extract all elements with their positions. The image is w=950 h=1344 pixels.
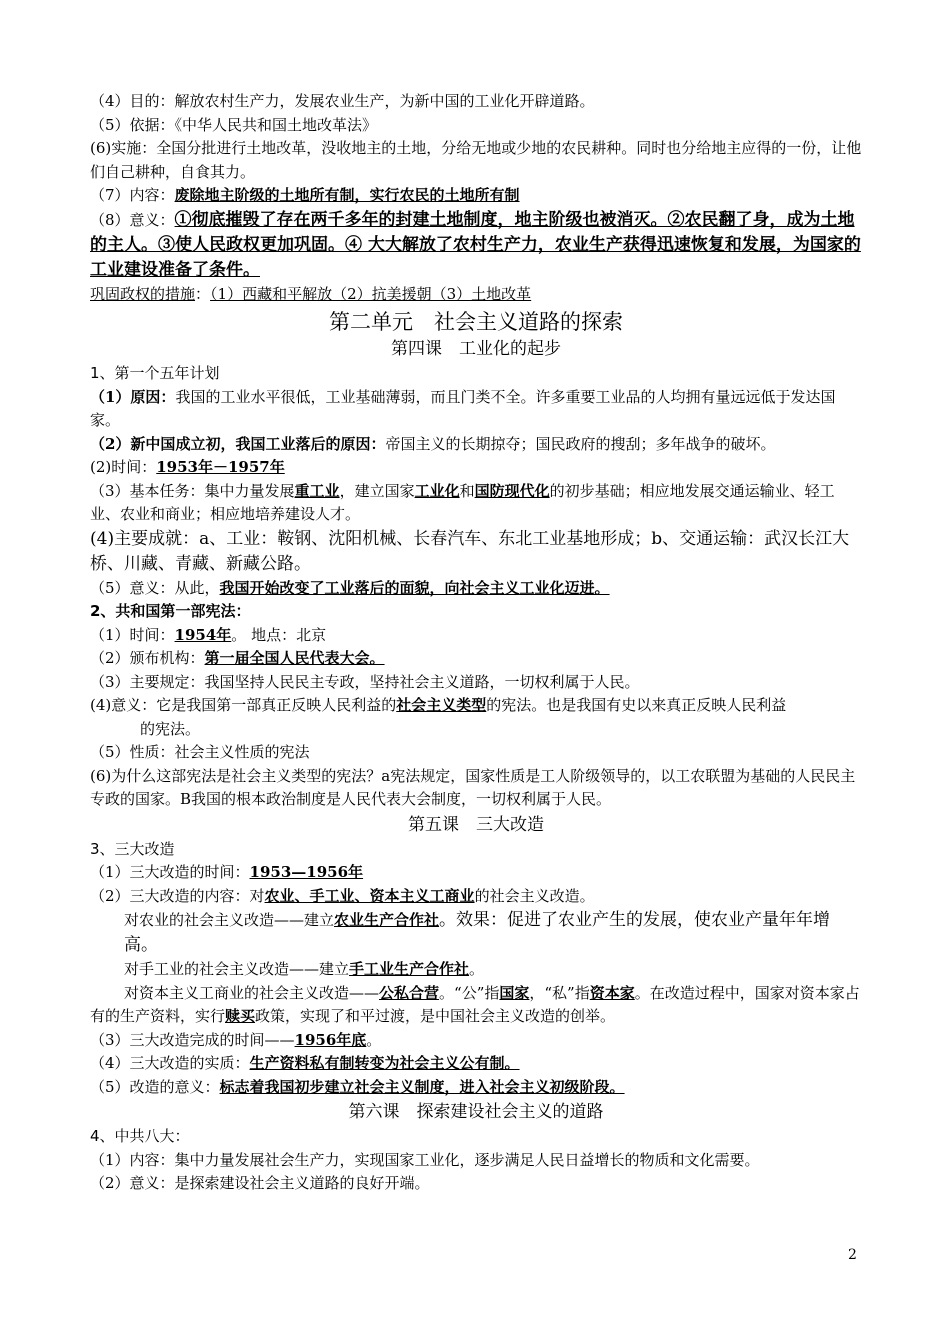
text: 对农业的社会主义改造——建立 <box>124 911 335 929</box>
label: （2）颁布机构： <box>90 649 205 667</box>
constitution-meaning-cont: 的宪法。 <box>140 719 201 738</box>
land-reform-meaning <box>90 208 862 283</box>
section1-heading: 1、第一个五年计划 <box>90 364 220 382</box>
emphasis: 我国开始改变了工业落后的面貌，向社会主义工业化迈进。 <box>219 578 610 597</box>
plan-achievements: (4)主要成就：a、工业：鞍钢、沈阳机械、长春汽车、东北工业基地形成；b、交通运输：武汉长江大桥、川藏、青藏、新藏公路。 <box>90 528 850 574</box>
emphasis: ①彻底摧毁了存在两千多年的封建土地制度，地主阶级也被消灭。②农民翻了身，成为土地的主人。③使人民政权更加巩固。④ 大大解放了农村生产力，农业生产获得迅速恢复和发展，为国家的工业建设准备了条件。 <box>90 209 861 280</box>
agri-transform <box>90 908 862 958</box>
text: (4)意义：它是我国第一部真正反映人民利益的 <box>90 696 397 714</box>
emphasis: 农业生产合作社 <box>334 911 440 929</box>
emphasis: 生产资料私有制转变为社会主义公有制。 <box>249 1054 520 1072</box>
section2-heading: 2、共和国第一部宪法： <box>90 602 251 620</box>
emphasis: 重工业 <box>294 481 340 500</box>
emphasis: 废除地主阶级的土地所有制，实行农民的土地所有制 <box>174 186 520 204</box>
congress-meaning: （2）意义：是探索建设社会主义道路的良好开端。 <box>90 1174 430 1192</box>
label: (2)时间： <box>90 458 157 476</box>
constitution-time <box>90 624 862 648</box>
text: 的社会主义改造。 <box>474 886 595 905</box>
land-reform-purpose: （4）目的：解放农村生产力，发展农业生产，为新中国的工业化开辟道路。 <box>90 92 595 110</box>
transform-essence <box>90 1052 862 1076</box>
text: 对手工业的社会主义改造——建立 <box>124 960 350 978</box>
emphasis: 农业、手工业、资本主义工商业 <box>264 886 475 905</box>
land-reform-content <box>90 184 862 208</box>
capital-transform <box>90 982 862 1029</box>
label: （4）三大改造的实质： <box>90 1054 250 1072</box>
consolidate-measures <box>90 283 862 307</box>
plan-reason <box>90 386 862 433</box>
constitution-why: (6)为什么这部宪法是社会主义类型的宪法？a宪法规定，国家性质是工人阶级领导的，以工农联盟为基础的人民民主专政的国家。B我国的根本政治制度是人民代表大会制度，一切权利属于人民。 <box>90 766 856 808</box>
emphasis: 赎买 <box>225 1007 256 1025</box>
transform-time <box>90 861 862 885</box>
emphasis: 1953—1956年 <box>249 863 364 881</box>
label: （3）三大改造完成的时间—— <box>90 1030 295 1049</box>
label: （2）新中国成立初，我国工业落后的原因： <box>90 434 386 453</box>
plan-meaning <box>90 577 862 601</box>
section3-heading: 3、三大改造 <box>90 839 175 858</box>
text: 的初步基础；相应地发展交通运输业、轻工业、农业和商业；相应地培养建设人才。 <box>90 481 835 523</box>
text: 和 <box>459 481 475 500</box>
emphasis: 1954年 <box>174 625 232 644</box>
text: 的宪法。也是我国有史以来真正反映人民利益 <box>486 696 787 714</box>
label: 巩固政权的措施 <box>90 284 196 303</box>
unit-title: 第二单元 社会主义道路的探索 <box>329 310 623 334</box>
lesson4-title: 第四课 工业化的起步 <box>391 339 561 359</box>
text: 我国的工业水平很低，工业基础薄弱，而且门类不全。许多重要工业品的人均拥有量远远低于发达国家。 <box>90 387 836 429</box>
text: 政策，实现了和平过渡，是中国社会主义改造的创举。 <box>255 1007 616 1025</box>
emphasis: 第一届全国人民代表大会。 <box>204 649 385 667</box>
text: 。 <box>366 1030 382 1049</box>
constitution-meaning <box>90 694 862 718</box>
emphasis: 标志着我国初步建立社会主义制度，进入社会主义初级阶段。 <box>219 1077 625 1096</box>
text: （3）基本任务：集中力量发展 <box>90 481 295 500</box>
lesson5-title: 第五课 三大改造 <box>408 814 544 835</box>
constitution-nature: （5）性质：社会主义性质的宪法 <box>90 743 310 761</box>
lesson6-title: 第六课 探索建设社会主义的道路 <box>348 1102 604 1122</box>
text: ，建立国家 <box>339 481 415 500</box>
label: （7）内容： <box>90 186 175 204</box>
emphasis: 手工业生产合作社 <box>349 960 470 978</box>
transform-meaning <box>90 1076 862 1100</box>
label: （8）意义： <box>90 210 175 229</box>
text: 。效果：促进了农业产生的发展，使农业产量年年增高。 <box>124 910 831 955</box>
text: 。“公”指 <box>439 983 500 1002</box>
label: （1）原因： <box>90 387 176 406</box>
plan-time <box>90 456 862 480</box>
emphasis: 国防现代化 <box>474 481 550 500</box>
document-page <box>90 90 862 1196</box>
emphasis: 国家 <box>499 983 530 1002</box>
section4-heading: 4、中共八大： <box>90 1127 190 1145</box>
emphasis: （1）西藏和平解放（2）抗美援朝（3）土地改革 <box>210 284 532 303</box>
text: 。 <box>469 960 485 978</box>
text: 对资本主义工商业的社会主义改造—— <box>124 983 380 1002</box>
transform-content <box>90 885 862 909</box>
text: 。在改造过程中，国家对资本家占有的生产资料，实行 <box>90 983 860 1025</box>
handicraft-transform <box>90 958 862 982</box>
emphasis: 社会主义类型 <box>396 696 487 714</box>
congress-content: （1）内容：集中力量发展社会生产力，实现国家工业化，逐步满足人民日益增长的物质和文化需要。 <box>90 1150 760 1169</box>
text: 。 地点：北京 <box>231 625 327 644</box>
label: （5）意义：从此， <box>90 578 220 597</box>
emphasis: 1953年－1957年 <box>156 458 285 476</box>
land-reform-implementation: (6)实施：全国分批进行土地改革，没收地主的土地，分给无地或少地的农民耕种。同时也分给地主应得的一份，让他们自己耕种，自食其力。 <box>90 139 862 181</box>
plan-task <box>90 480 862 527</box>
constitution-body <box>90 647 862 671</box>
text: （2）三大改造的内容：对 <box>90 886 265 905</box>
colon: ： <box>195 284 211 303</box>
emphasis: 工业化 <box>414 481 460 500</box>
backward-reason <box>90 433 862 457</box>
label: （1）时间： <box>90 625 175 644</box>
label: （1）三大改造的时间： <box>90 863 250 881</box>
emphasis: 资本家 <box>589 983 635 1002</box>
label: （5）改造的意义： <box>90 1077 220 1096</box>
page-number: 2 <box>848 1247 857 1263</box>
text: ，“私”指 <box>529 983 590 1002</box>
text: 帝国主义的长期掠夺；国民政府的搜刮；多年战争的破坏。 <box>385 434 776 453</box>
transform-complete <box>90 1029 862 1053</box>
land-reform-basis: （5）依据：《中华人民共和国土地改革法》 <box>90 115 378 134</box>
constitution-provisions: （3）主要规定：我国坚持人民民主专政，坚持社会主义道路，一切权利属于人民。 <box>90 672 640 691</box>
emphasis: 公私合营 <box>379 983 440 1002</box>
emphasis: 1956年底 <box>294 1030 367 1049</box>
